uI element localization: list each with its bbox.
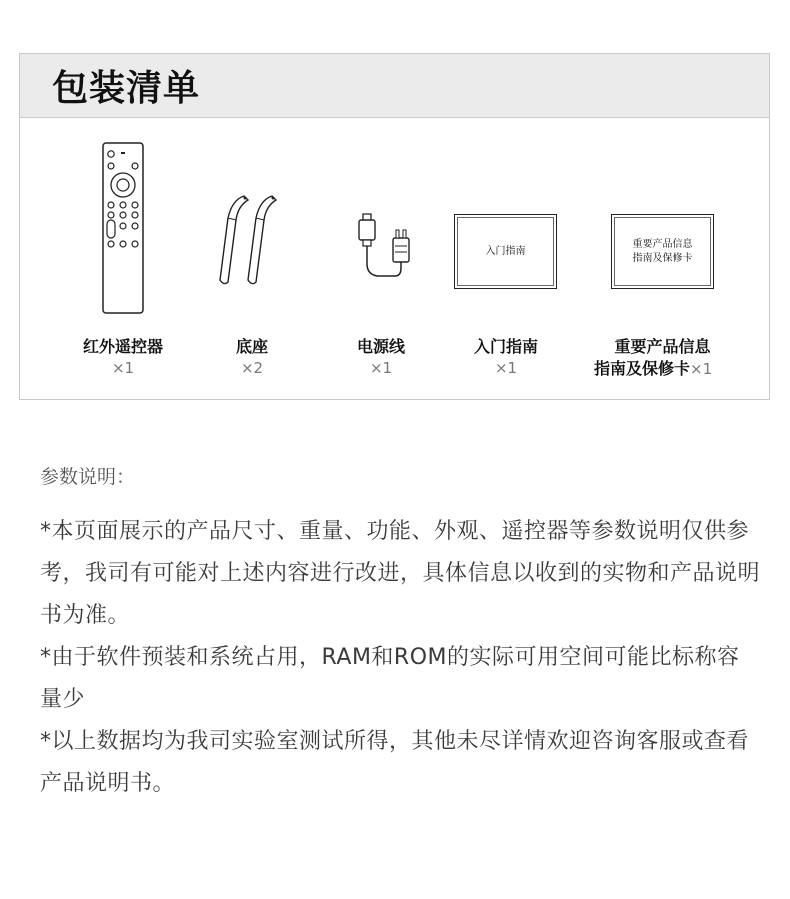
guide-cover: [454, 214, 557, 289]
packing-list-header: [20, 54, 769, 118]
item-qty: ×1: [369, 359, 393, 377]
item-name: 入门指南: [473, 337, 538, 356]
notes-heading: 参数说明：: [40, 466, 136, 488]
warranty-cover-line2: 指南及保修卡: [632, 252, 693, 264]
parameter-notes: [40, 463, 760, 805]
packing-list-panel: [19, 53, 770, 400]
item-name: 红外遥控器: [82, 337, 163, 356]
warranty-booklet-icon: [602, 118, 762, 318]
warranty-cover-line1: 重要产品信息: [632, 238, 693, 250]
item-guide: [426, 118, 586, 400]
item-qty: ×1: [690, 360, 713, 378]
item-name-line1: 重要产品信息: [614, 337, 711, 356]
packing-list-title: 包装清单: [52, 68, 201, 109]
notes-paragraph: *本页面展示的产品尺寸、重量、功能、外观、遥控器等参数说明仅供参考，我司有可能对上述内容进行改进，具体信息以收到的实物和产品说明书为准。: [40, 519, 761, 628]
notes-paragraph: *由于软件预装和系统占用，RAM和ROM的实际可用空间可能比标称容量少: [40, 645, 740, 712]
item-qty: ×2: [240, 359, 264, 377]
item-name-line2: [594, 358, 754, 380]
item-qty: ×1: [494, 359, 518, 377]
item-name-line2-text: 指南及保修卡: [594, 359, 691, 378]
item-warranty: [594, 118, 762, 400]
warranty-cover: [611, 214, 714, 289]
guide-cover-text: 入门指南: [485, 245, 526, 257]
guide-booklet-icon: [426, 118, 586, 318]
item-name: 底座: [235, 337, 268, 356]
item-qty: ×1: [111, 359, 135, 377]
notes-paragraph: *以上数据均为我司实验室测试所得，其他未尽详情欢迎咨询客服或查看产品说明书。: [40, 729, 750, 796]
packing-items: [20, 118, 769, 399]
item-name: 电源线: [356, 337, 405, 356]
